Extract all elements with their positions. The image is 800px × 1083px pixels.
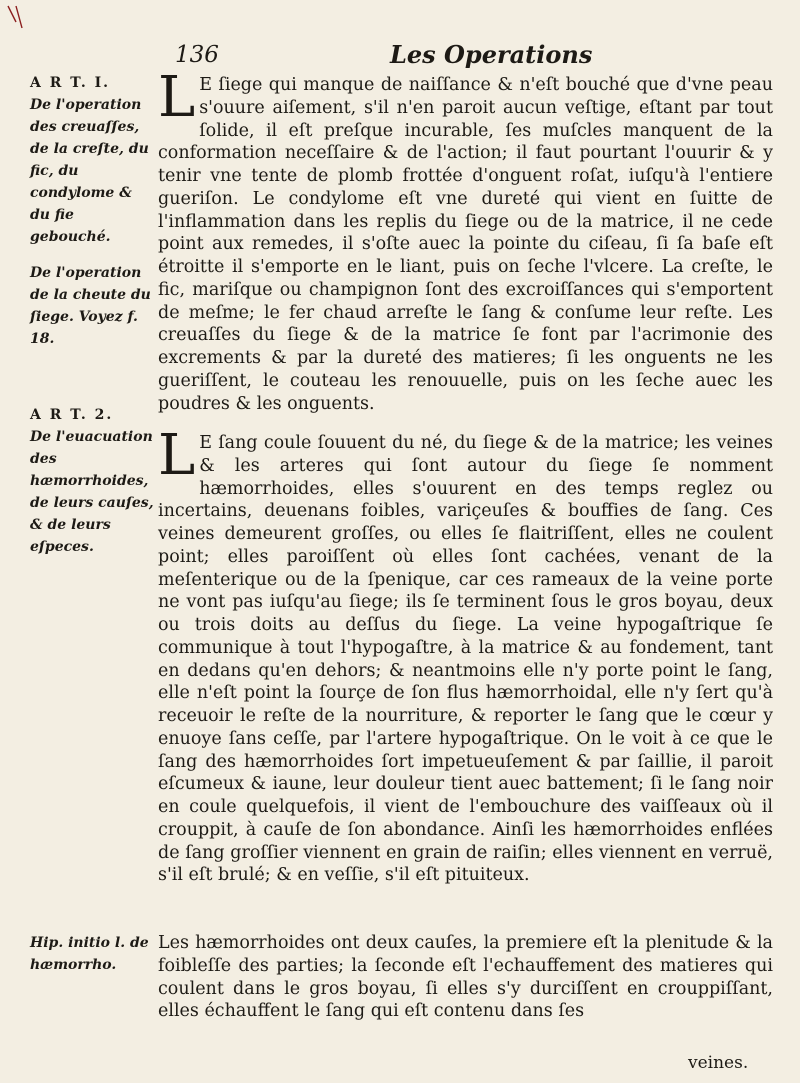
sidenote-hippocrates: Hip. initio l. de hæmorrho. — [30, 935, 149, 973]
paragraph-1-text: E ſiege qui manque de naiſſance & n'eſt bouché que d'vne peau s'ouure aiſement, s'il n'en paroit aucun veſtige, eſtant par tout ſolide, il eſt preſque incurable, ſes muſcles manquent de la conformation neceſſaire & de l'action; il faut pourtant l'ouurir & y tenir vne tente de plomb frottée d'onguent roſat, iuſqu'à l'entiere gueriſon. Le condylome eſt vne dureté qui vient en ſuitte de l'inflammation dans les replis du ſiege ou de la matrice, il ne cede point aux remedes, il s'oſte auec la pointe du ciſeau, ſi ſa baſe eſt étroitte il s'emporte en le liant, puis on ſeche l'vlcere. La creſte, le fic, mariſque ou champignon ſont des excroiſſances qui s'emportent de meſme; le fer chaud arreſte le ſang & conſume leur reſte. Les creuaſſes du ſiege & de la matrice ſe font par l'acrimonie des excrements & par la dureté des matieres; ſi les onguents ne les gueriſſent, le couteau les renouuelle, puis on les ſeche auec les poudres & les onguents. — [158, 75, 773, 414]
paragraph-2-text: E ſang coule ſouuent du né, du ſiege & de la matrice; les veines & les arteres qui ſont autour du ſiege ſe nomment hæmorrhoides, elles s'ouurent en des temps reglez ou incertains, deuenans foibles, variçeuſes & bouffies de ſang. Ces veines demeurent groſſes, ou elles ſe flaitriſſent, elles ne coulent point; elles paroiſſent où elles ſont cachées, venant de la meſenterique ou de la ſpenique, car ces rameaux de la veine porte ne vont pas iuſqu'au ſiege; ils ſe terminent ſous le gros boyau, deux ou trois doits au deſſus du ſiege. La veine hypogaſtrique ſe communique à tout l'hypogaſtre, à la matrice & au fondement, tant en dedans qu'en dehors; & neantmoins elle n'y porte point le ſang, elle n'eſt point la ſourçe de ſon flus hæmorrhoidal, elle n'y ſert qu'à receuoir le reſte de la nourriture, & reporter le ſang que le cœur y enuoye ſans ceſſe, par l'artere hypogaſtrique. On le voit à ce que le ſang des hæmorrhoides ſort impetueuſement & par ſaillie, il paroit eſcumeux & iaune, leur douleur tient auec battement; ſi le ſang noir en coule quelquefois, il vient de l'embouchure des vaiſſeaux où il crouppit, à cauſe de ſon abondance. Ainſi les hæmorrhoides enflées de ſang groſſier viennent en grain de raiſin; elles viennent en verruë, s'il eſt brulé; & en veſſie, s'il eſt pituiteux. — [158, 433, 773, 886]
article-2-label: A R T. 2. — [30, 407, 114, 423]
ink-mark — [4, 2, 34, 32]
drop-initial-1: L — [158, 65, 196, 130]
page-number: 136 — [175, 42, 219, 68]
drop-initial-2: L — [158, 423, 196, 488]
article-2-note: De l'euacuation des hæmorrhoides, de leurs cauſes, & de leurs eſpeces. — [30, 429, 154, 555]
running-title: Les Operations — [390, 40, 593, 69]
catchword: veines. — [688, 1053, 749, 1073]
sidenote-article-2 — [30, 404, 155, 558]
article-1-label: A R T. I. — [30, 75, 111, 91]
paragraph-2 — [158, 423, 773, 887]
paragraph-3-text: Les hæmorrhoides ont deux cauſes, la premiere eſt la plenitude & la foibleſſe des parties; la ſeconde eſt l'echauffement des matieres qui coulent dans le gros boyau, ſi elles s'y durciſſent en crouppiſſant, elles échauffent le ſang qui eſt contenu dans ſes — [158, 933, 773, 1022]
paragraph-3 — [158, 932, 773, 1023]
sidenote-article-1 — [30, 72, 155, 248]
article-1-note: De l'operation des creuaſſes, de la creſte, du fic, du condylome & du fie gebouché. — [30, 97, 149, 245]
paragraph-1 — [158, 65, 773, 415]
sidenote-reference: De l'operation de la cheute du ſiege. Voyez f. 18. — [30, 265, 151, 347]
